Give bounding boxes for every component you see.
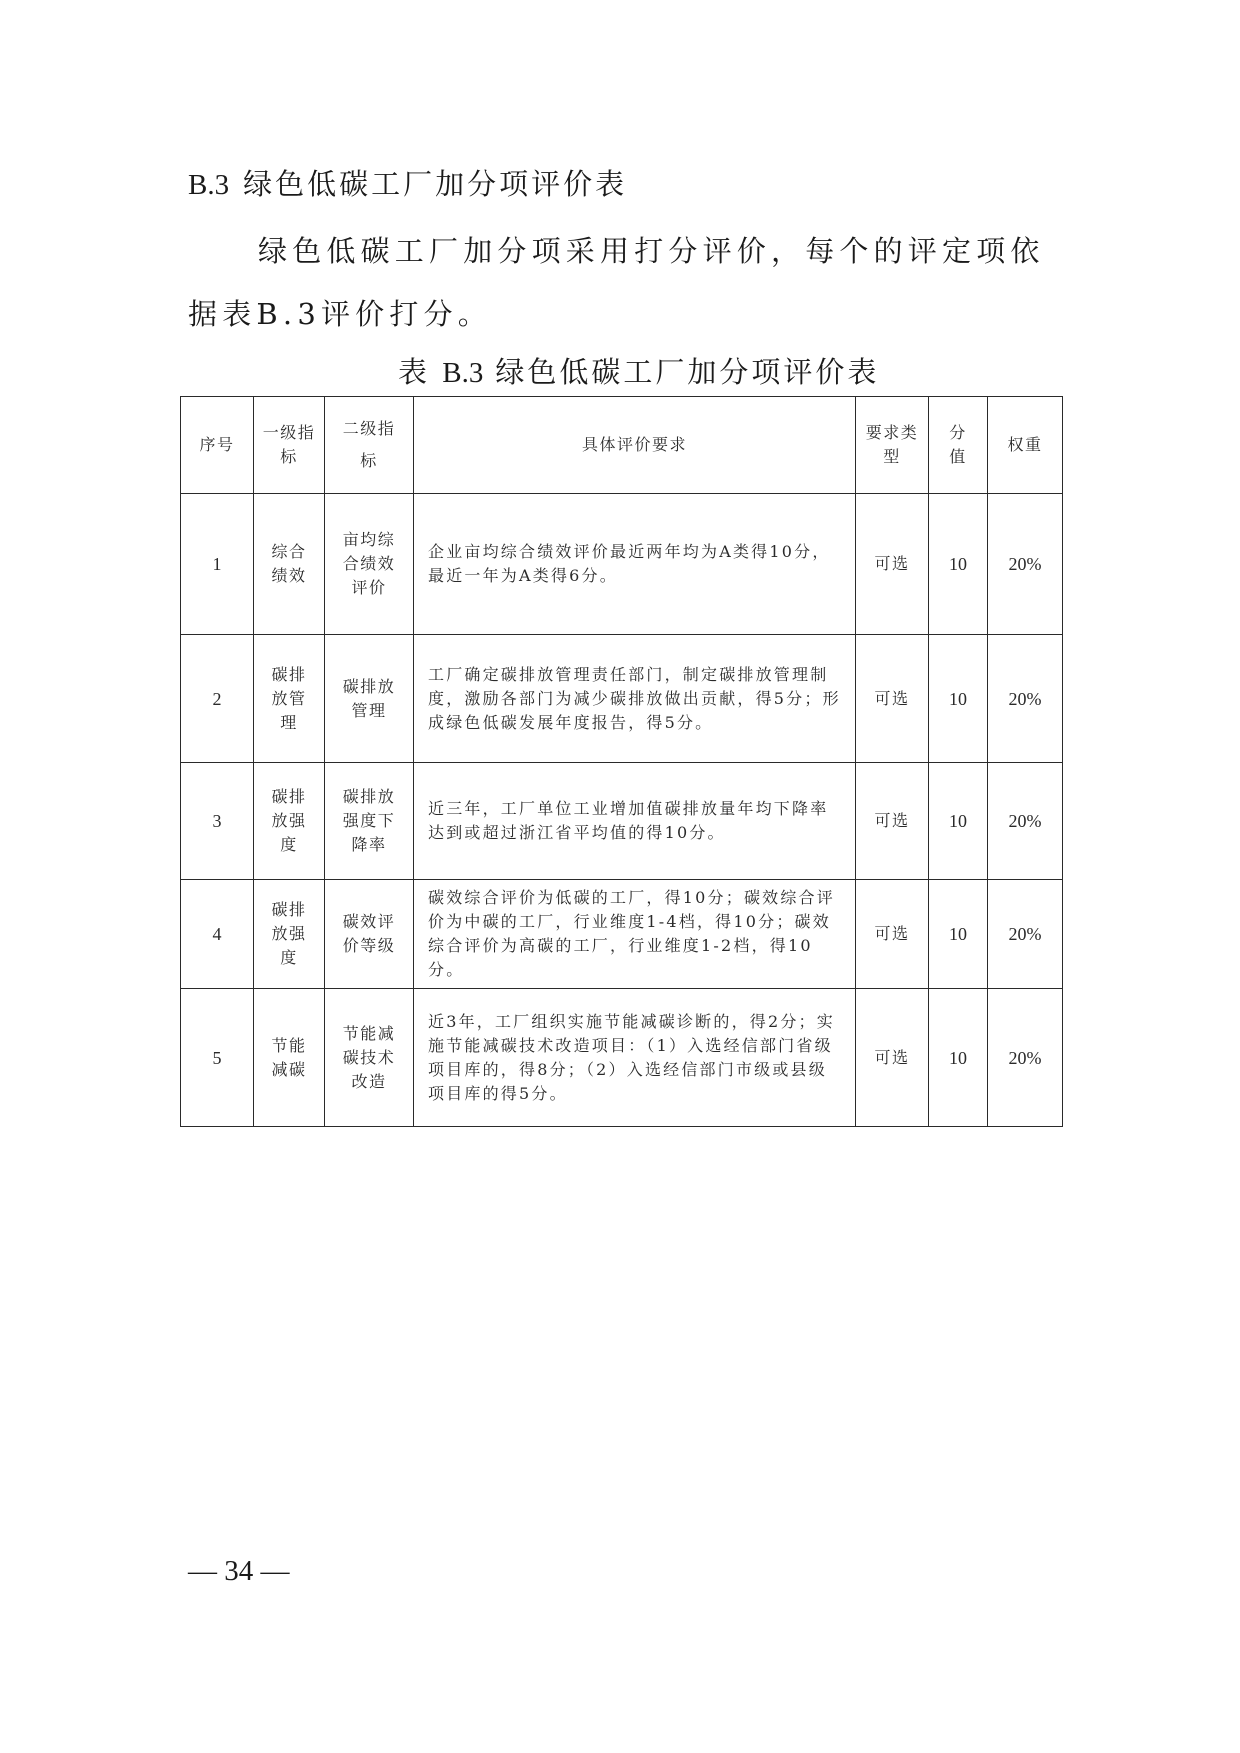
table-row [181, 494, 1063, 635]
table-caption [398, 352, 879, 393]
cell-seq: 4 [181, 880, 254, 989]
cell-score: 10 [929, 494, 988, 635]
cell-requirement: 近三年，工厂单位工业增加值碳排放量年均下降率达到或超过浙江省平均值的得10分。 [414, 763, 856, 880]
table-row [181, 880, 1063, 989]
cell-level1: 综合绩效 [254, 494, 325, 635]
evaluation-table [180, 396, 1063, 1127]
cell-score: 10 [929, 989, 988, 1127]
table-header-row [181, 397, 1063, 494]
header-level1: 一级指标 [254, 397, 325, 494]
header-seq: 序号 [181, 397, 254, 494]
cell-weight: 20% [988, 989, 1063, 1127]
table-row [181, 635, 1063, 763]
cell-requirement: 企业亩均综合绩效评价最近两年均为A类得10分，最近一年为A类得6分。 [414, 494, 856, 635]
header-requirement: 具体评价要求 [414, 397, 856, 494]
caption-title: 绿色低碳工厂加分项评价表 [495, 355, 880, 389]
cell-seq: 5 [181, 989, 254, 1127]
cell-weight: 20% [988, 763, 1063, 880]
caption-number: B.3 [442, 357, 484, 389]
header-score: 分值 [929, 397, 988, 494]
cell-level2: 碳排放管理 [325, 635, 414, 763]
section-title: 绿色低碳工厂加分项评价表 [243, 167, 628, 201]
cell-level1: 碳排放强度 [254, 880, 325, 989]
caption-prefix: 表 [398, 355, 431, 389]
cell-type: 可选 [856, 880, 929, 989]
cell-level1: 碳排放强度 [254, 763, 325, 880]
cell-type: 可选 [856, 494, 929, 635]
cell-level2: 碳效评价等级 [325, 880, 414, 989]
section-number: B.3 [188, 169, 230, 201]
cell-level1: 碳排放管理 [254, 635, 325, 763]
section-heading [188, 164, 627, 205]
cell-requirement: 工厂确定碳排放管理责任部门，制定碳排放管理制度，激励各部门为减少碳排放做出贡献，得5分；形成绿色低碳发展年度报告，得5分。 [414, 635, 856, 763]
cell-requirement: 碳效综合评价为低碳的工厂，得10分；碳效综合评价为中碳的工厂，行业维度1-4档，得10分；碳效综合评价为高碳的工厂，行业维度1-2档，得10分。 [414, 880, 856, 989]
table-row [181, 763, 1063, 880]
cell-type: 可选 [856, 763, 929, 880]
cell-score: 10 [929, 635, 988, 763]
cell-type: 可选 [856, 635, 929, 763]
cell-level2: 亩均综合绩效评价 [325, 494, 414, 635]
cell-seq: 3 [181, 763, 254, 880]
cell-type: 可选 [856, 989, 929, 1127]
cell-score: 10 [929, 763, 988, 880]
cell-level1: 节能减碳 [254, 989, 325, 1127]
cell-level2: 碳排放强度下降率 [325, 763, 414, 880]
header-level2: 二级指标 [325, 397, 414, 494]
cell-weight: 20% [988, 494, 1063, 635]
cell-weight: 20% [988, 635, 1063, 763]
cell-weight: 20% [988, 880, 1063, 989]
cell-level2: 节能减碳技术改造 [325, 989, 414, 1127]
cell-seq: 1 [181, 494, 254, 635]
cell-seq: 2 [181, 635, 254, 763]
intro-paragraph: 绿色低碳工厂加分项采用打分评价，每个的评定项依据表B.3评价打分。 [188, 234, 1045, 331]
cell-score: 10 [929, 880, 988, 989]
header-weight: 权重 [988, 397, 1063, 494]
page-number: — 34 — [188, 1555, 290, 1587]
cell-requirement: 近3年，工厂组织实施节能减碳诊断的，得2分；实施节能减碳技术改造项目：（1）入选经信部门省级项目库的，得8分；（2）入选经信部门市级或县级项目库的得5分。 [414, 989, 856, 1127]
table-row [181, 989, 1063, 1127]
header-type: 要求类型 [856, 397, 929, 494]
